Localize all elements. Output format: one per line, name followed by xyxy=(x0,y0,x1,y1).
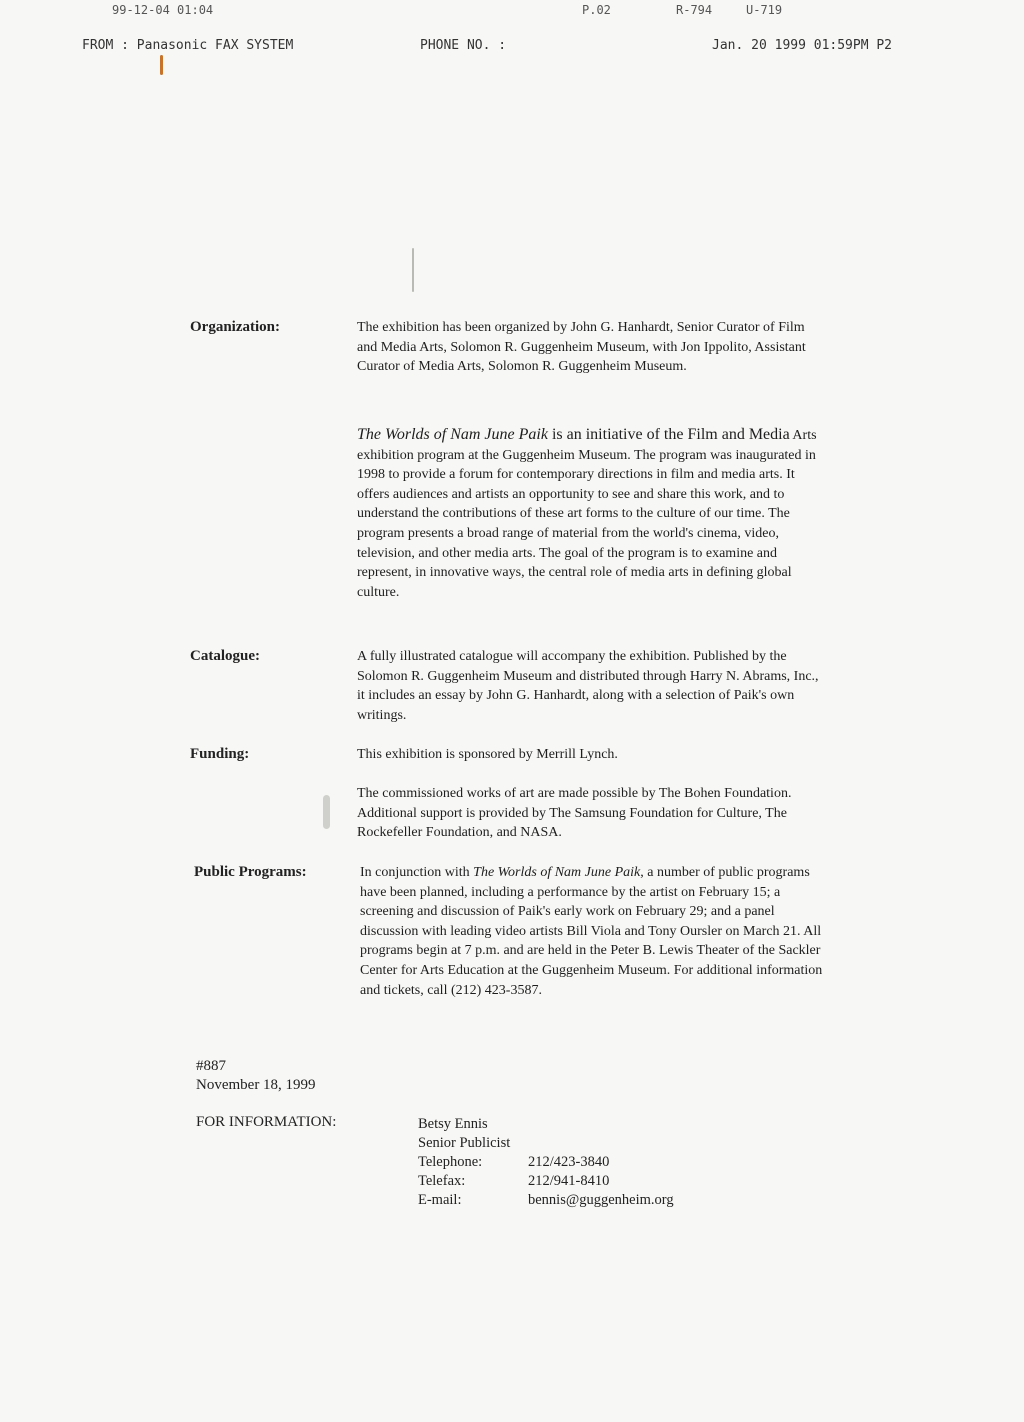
telefax-value: 212/941-8410 xyxy=(528,1173,610,1189)
scan-mark-smudge xyxy=(323,795,330,829)
telephone-value: 212/423-3840 xyxy=(528,1154,610,1170)
catalogue-block xyxy=(357,647,827,725)
contact-title: Senior Publicist xyxy=(418,1135,511,1151)
initiative-rest: Arts exhibition program at the Guggenheim Museum. The program was inaugurated in 1998 to provide a forum for contemporary directions in film and media arts. It offers audiences and artists an opportunity to see and share this work, and to understand the contributions of these art forms to the culture of our time. The program presents a broad range of material from the world's cinema, video, television, and other media arts. The goal of the program is to examine and represent, in innovative ways, the central role of media arts in defining global culture. xyxy=(357,428,817,600)
strip-code-1: R-794 xyxy=(676,3,713,17)
strip-page: P.02 xyxy=(582,3,611,17)
exhibition-title: The Worlds of Nam June Paik xyxy=(357,426,548,443)
funding-sponsor: This exhibition is sponsored by Merrill Lynch. xyxy=(357,747,618,762)
public-programs-label: Public Programs: xyxy=(194,864,307,880)
contact-telephone-row xyxy=(418,1153,674,1172)
fax-phone: PHONE NO. : xyxy=(420,38,507,53)
pp-exhibition-title: The Worlds of Nam June Paik xyxy=(473,865,641,880)
public-programs-block xyxy=(360,863,830,1000)
organization-paragraph: The exhibition has been organized by John G. Hanhardt, Senior Curator of Film and Media Arts, Solomon R. Guggenheim Museum, with Jon Ippolito, Assistant Curator of Media Arts, Solomon R. Guggenheim Museum. xyxy=(357,320,806,375)
initiative-lead: is an initiative of the Film and Media xyxy=(547,426,790,443)
contact-block xyxy=(418,1115,674,1210)
email-value: bennis@guggenheim.org xyxy=(528,1192,674,1208)
fax-top-strip xyxy=(0,0,1024,20)
scan-mark-vertical xyxy=(412,248,414,292)
release-date: November 18, 1999 xyxy=(196,1077,316,1093)
catalogue-label: Catalogue: xyxy=(190,648,260,664)
funding-block xyxy=(357,745,827,765)
public-programs-paragraph xyxy=(360,863,830,1000)
telefax-label: Telefax: xyxy=(418,1173,466,1189)
for-information-label: FOR INFORMATION: xyxy=(196,1114,337,1130)
contact-email-row xyxy=(418,1191,674,1210)
catalogue-paragraph: A fully illustrated catalogue will accompany the exhibition. Published by the Solomon R. Guggenheim Museum and distributed through Harry N. Abrams, Inc., it includes an essay by John G. Hanhardt, along with a selection of Paik's own writings. xyxy=(357,649,819,723)
telephone-label: Telephone: xyxy=(418,1154,483,1170)
pp-pre: In conjunction with xyxy=(360,865,474,880)
pp-post: , a number of public programs have been planned, including a performance by the artist on February 15; a screening and discussion of Paik's early work on February 29; and a panel discussion with leading video artists Bill Viola and Tony Oursler on March 21. All programs begin at 7 p.m. and are held in the Peter B. Lewis Theater of the Sackler Center for Arts Education at the Guggenheim Museum. For additional information and tickets, call (212) 423-3587. xyxy=(360,865,823,998)
fax-from: FROM : Panasonic FAX SYSTEM xyxy=(82,38,294,53)
organization-label: Organization: xyxy=(190,319,280,335)
email-label: E-mail: xyxy=(418,1192,462,1208)
release-number: #887 xyxy=(196,1058,226,1074)
funding-label: Funding: xyxy=(190,746,250,762)
scan-mark-orange xyxy=(160,55,163,75)
contact-name: Betsy Ennis xyxy=(418,1116,488,1132)
initiative-block xyxy=(357,425,827,602)
organization-block xyxy=(357,318,827,377)
fax-date-stamp: Jan. 20 1999 01:59PM P2 xyxy=(712,38,893,53)
strip-timestamp: 99-12-04 01:04 xyxy=(112,3,214,17)
initiative-paragraph xyxy=(357,425,827,602)
contact-telefax-row xyxy=(418,1172,674,1191)
funding-support: The commissioned works of art are made possible by The Bohen Foundation. Additional support is provided by The Samsung Foundation for Culture, The Rockefeller Foundation, and NASA. xyxy=(357,786,792,841)
strip-code-2: U-719 xyxy=(746,3,783,17)
funding-support-block xyxy=(357,784,827,843)
